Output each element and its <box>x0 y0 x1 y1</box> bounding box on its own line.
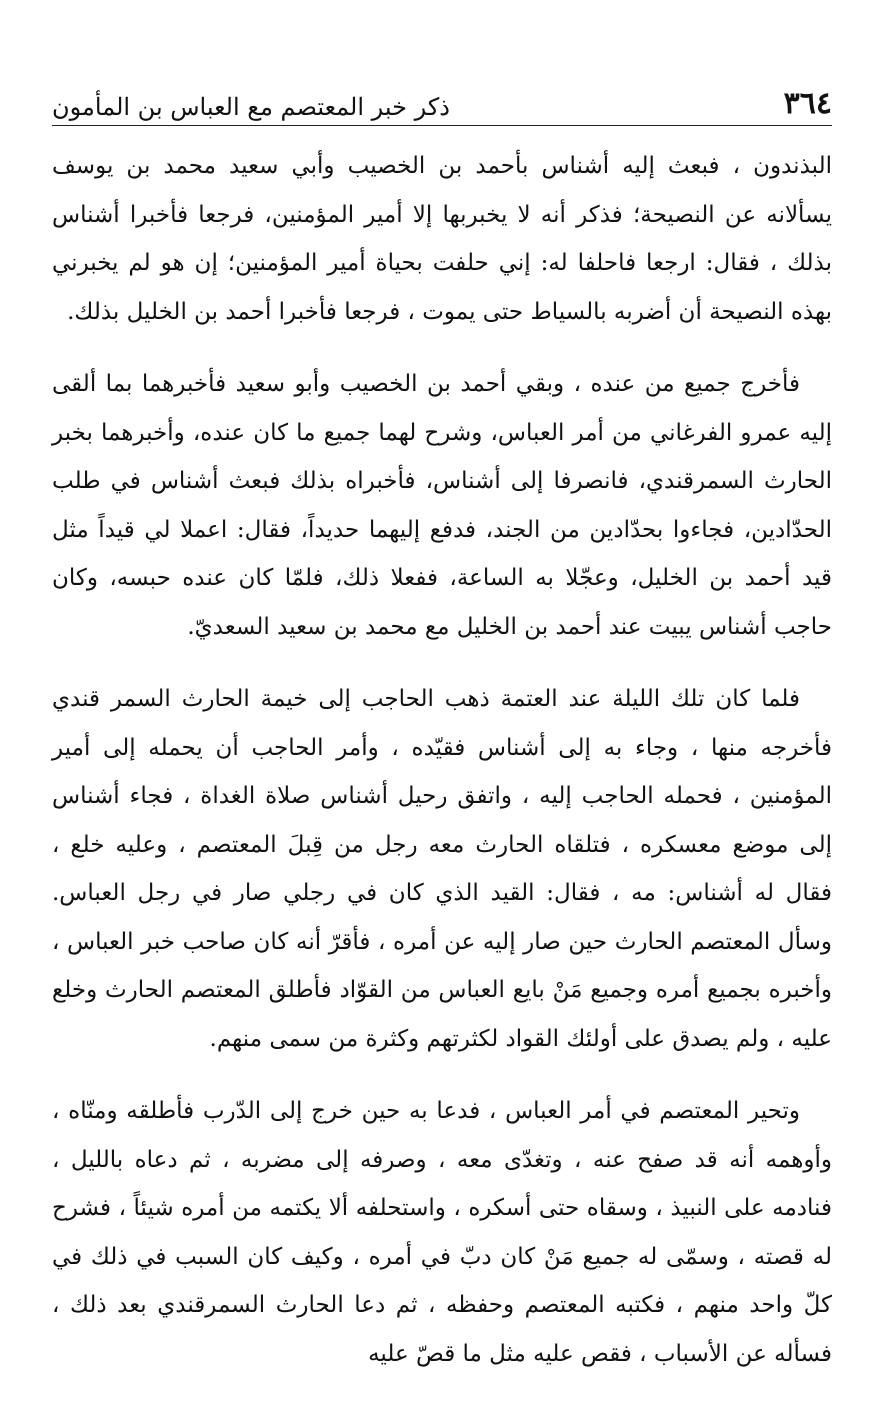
page-body <box>52 142 832 1402</box>
running-title: ذكر خبر المعتصم مع العباس بن المأمون <box>52 93 450 121</box>
page-header <box>52 78 832 126</box>
paragraph-1: البذندون ، فبعث إليه أشناس بأحمد بن الخصيب وأبي سعيد محمد بن يوسف يسألانه عن النصيحة؛ فذكر أنه لا يخبربها إلا أمير المؤمنين، فرجعا فأخبرا أشناس بذلك ، فقال: ارجعا فاحلفا له: إني حلفت بحياة أمير المؤمنين؛ إن هو لم يخبرني بهذه النصيحة أن أضربه بالسياط حتى يموت ، فرجعا فأخبرا أحمد بن الخليل بذلك. <box>52 153 832 325</box>
page-number: ٣٦٤ <box>783 86 832 121</box>
paragraph-4: وتحير المعتصم في أمر العباس ، فدعا به حين خرج إلى الدّرب فأطلقه ومنّاه ، وأوهمه أنه قد صفح عنه ، وتغدّى معه ، وصرفه إلى مضربه ، ثم دعاه بالليل ، فنادمه على النبيذ ، وسقاه حتى أسكره ، واستحلفه ألا يكتمه من أمره شيئاً ، فشرح له قصته ، وسمّى له جميع مَنْ كان دبّ في أمره ، وكيف كان السبب في ذلك في كلّ واحد منهم ، فكتبه المعتصم وحفظه ، ثم دعا الحارث السمرقندي بعد ذلك ، فسأله عن الأسباب ، فقص عليه مثل ما قصّ عليه <box>52 1098 832 1367</box>
paragraph-2: فأخرج جميع من عنده ، وبقي أحمد بن الخصيب وأبو سعيد فأخبرهما بما ألقى إليه عمرو الفرغاني من أمر العباس، وشرح لهما جميع ما كان عنده، وأخبرهما بخبر الحارث السمرقندي، فانصرفا إلى أشناس، فأخبراه بذلك فبعث أشناس في طلب الحدّادين، فجاءوا بحدّادين من الجند، فدفع إليهما حديداً، فقال: اعملا لي قيداً مثل قيد أحمد بن الخليل، وعجّلا به الساعة، ففعلا ذلك، فلمّا كان عنده حبسه، وكان حاجب أشناس يبيت عند أحمد بن الخليل مع محمد بن سعيد السعديّ. <box>52 371 832 640</box>
paragraph-3: فلما كان تلك الليلة عند العتمة ذهب الحاجب إلى خيمة الحارث السمر قندي فأخرجه منها ، وجاء به إلى أشناس فقيّده ، وأمر الحاجب أن يحمله إلى أمير المؤمنين ، فحمله الحاجب إليه ، واتفق رحيل أشناس صلاة الغداة ، فجاء أشناس إلى موضع معسكره ، فتلقاه الحارث معه رجل من قِبلَ المعتصم ، وعليه خلع ، فقال له أشناس: مه ، فقال: القيد الذي كان في رجلي صار في رجل العباس. وسأل المعتصم الحارث حين صار إليه عن أمره ، فأقرّ أنه كان صاحب خبر العباس ، وأخبره بجميع أمره وجميع مَنْ بايع العباس من القوّاد فأطلق المعتصم الحارث وخلع عليه ، ولم يصدق على أولئك القواد لكثرتهم وكثرة من سمى منهم. <box>52 686 832 1052</box>
